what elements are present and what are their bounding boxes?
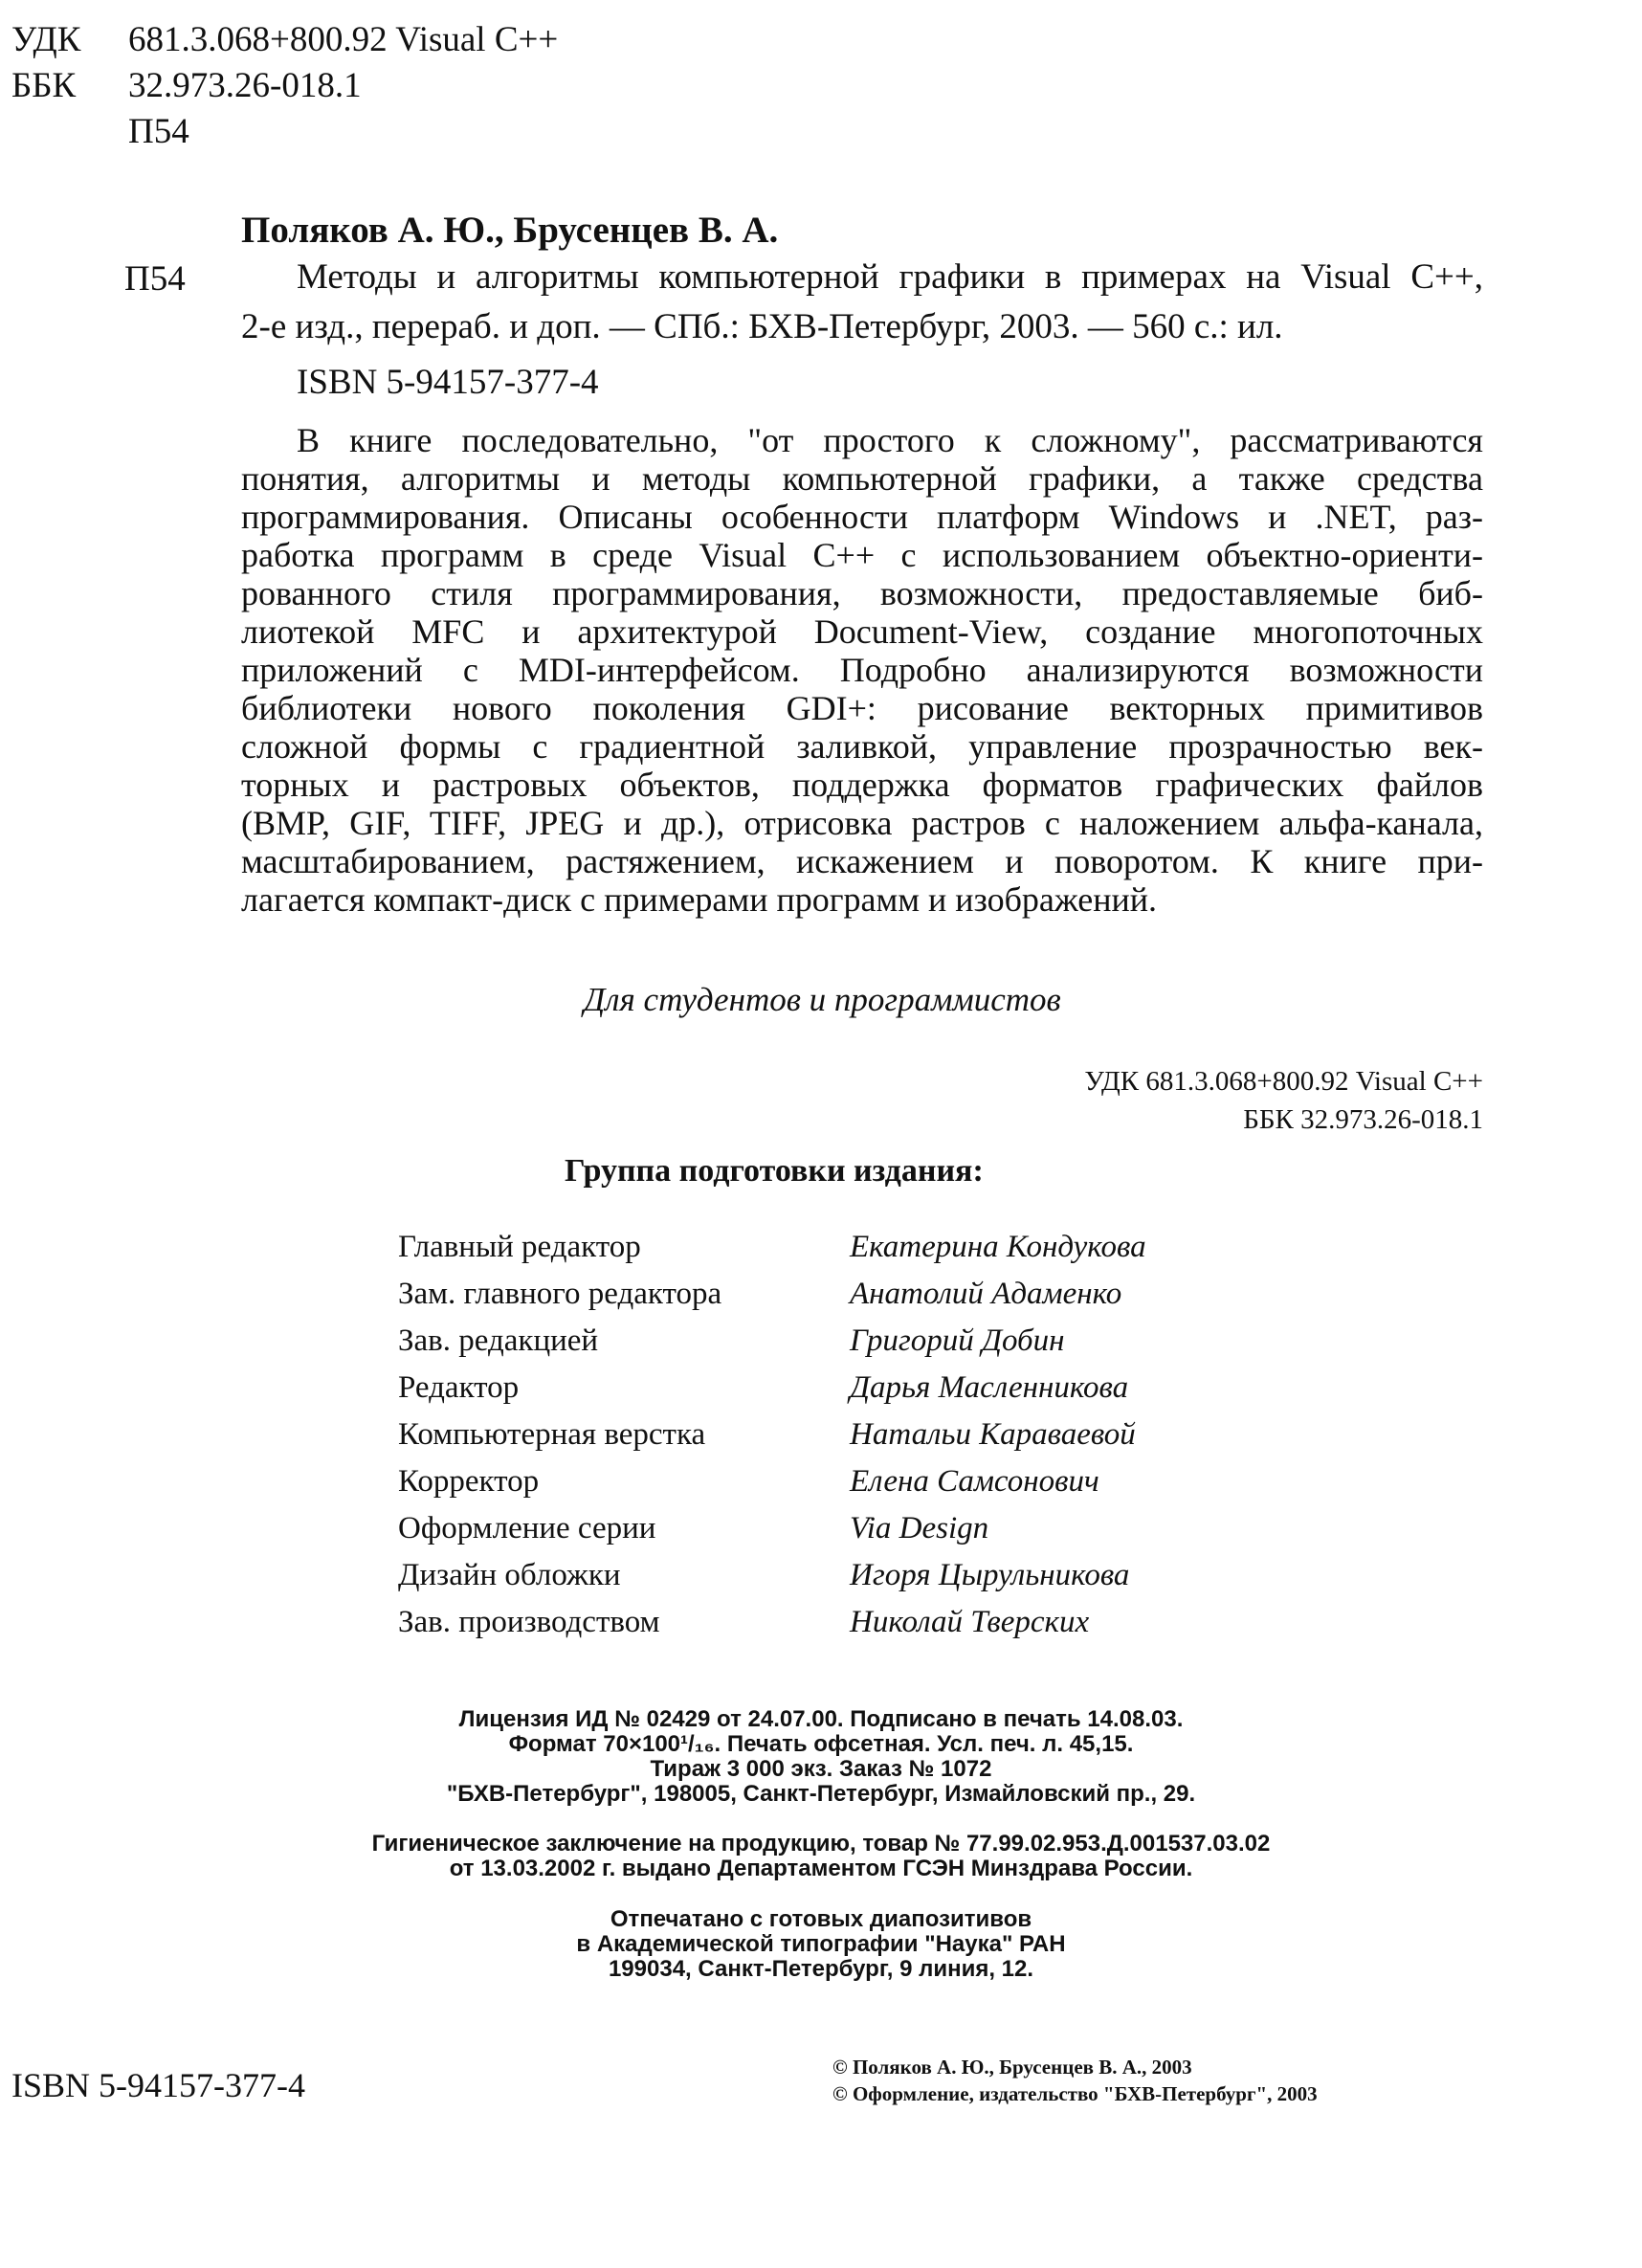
udk-bottom: УДК 681.3.068+800.92 Visual C++ — [1084, 1066, 1483, 1097]
copyright-design: © Оформление, издательство "БХВ-Петербург", 2003 — [832, 2082, 1318, 2105]
staff-row — [398, 1605, 1146, 1652]
author-mark-top: П54 — [128, 112, 189, 151]
imprint-line: от 13.03.2002 г. выдано Департаментом ГСЭН Минздрава России. — [449, 1856, 1193, 1881]
staff-name: Анатолий Адаменко — [850, 1277, 1122, 1311]
staff-role: Компьютерная верстка — [398, 1417, 706, 1452]
author-mark: П54 — [124, 259, 186, 299]
udk-label: УДК — [11, 20, 81, 59]
bbk-label: ББК — [11, 66, 77, 105]
copyright — [832, 2054, 1318, 2107]
abstract-line: (BMP, GIF, TIFF, JPEG и др.), отрисовка растров с наложением альфа-канала, — [241, 804, 1483, 842]
staff-row — [398, 1323, 1146, 1370]
staff-role: Оформление серии — [398, 1511, 656, 1545]
imprint-line: Лицензия ИД № 02429 от 24.07.00. Подписано в печать 14.08.03. — [458, 1706, 1184, 1732]
isbn-main: ISBN 5-94157-377-4 — [297, 363, 599, 402]
imprint-line: Тираж 3 000 экз. Заказ № 1072 — [650, 1756, 992, 1782]
udk-line — [11, 21, 558, 59]
staff-row — [398, 1558, 1146, 1605]
imprint-license — [0, 1707, 1642, 1807]
staff-role: Редактор — [398, 1370, 520, 1405]
staff-role: Корректор — [398, 1464, 540, 1499]
udk-value: 681.3.068+800.92 Visual C++ — [128, 20, 559, 59]
imprint-line: Формат 70×100¹/₁₆. Печать офсетная. Усл. печ. л. 45,15. — [508, 1731, 1134, 1757]
staff-list — [398, 1230, 1146, 1652]
copyright-authors: © Поляков А. Ю., Брусенцев В. А., 2003 — [832, 2056, 1192, 2079]
imprint-line: в Академической типографии "Наука" РАН — [576, 1931, 1066, 1957]
abstract-line: программирования. Описаны особенности платформ Windows и .NET, раз- — [241, 498, 1483, 536]
staff-name: Дарья Масленникова — [850, 1370, 1129, 1405]
abstract-line: сложной формы с градиентной заливкой, управление прозрачностью век- — [241, 727, 1483, 766]
isbn-footer: ISBN 5-94157-377-4 — [11, 2066, 305, 2104]
staff-name: Via Design — [850, 1511, 989, 1545]
imprint-hygiene — [0, 1832, 1642, 1881]
staff-name: Екатерина Кондукова — [850, 1230, 1146, 1264]
staff-row — [398, 1464, 1146, 1511]
abstract-line: рованного стиля программирования, возможности, предоставляемые биб- — [241, 574, 1483, 612]
staff-title: Группа подготовки издания: — [565, 1153, 984, 1189]
abstract-line: масштабированием, растяжением, искажением и поворотом. К книге при- — [241, 842, 1483, 880]
bbk-bottom: ББК 32.973.26-018.1 — [1243, 1104, 1483, 1135]
staff-role: Зав. редакцией — [398, 1323, 599, 1358]
staff-name: Елена Самсонович — [850, 1464, 1099, 1499]
bbk-line — [11, 67, 362, 105]
staff-row — [398, 1370, 1146, 1417]
staff-row — [398, 1277, 1146, 1323]
abstract-line: понятия, алгоритмы и методы компьютерной графики, а также средства — [241, 459, 1483, 498]
audience: Для студентов и программистов — [584, 981, 1061, 1018]
abstract-line: В книге последовательно, "от простого к сложному", рассматриваются — [297, 421, 1483, 459]
book-title-line1: Методы и алгоритмы компьютерной графики в примерах на Visual C++, — [297, 257, 1483, 297]
staff-name: Натальи Караваевой — [850, 1417, 1136, 1452]
abstract-line: библиотеки нового поколения GDI+: рисование векторных примитивов — [241, 689, 1483, 727]
imprint-printed — [0, 1907, 1642, 1982]
staff-role: Главный редактор — [398, 1230, 641, 1264]
abstract-line: работка программ в среде Visual C++ с использованием объектно-ориенти- — [241, 536, 1483, 574]
imprint-line: 199034, Санкт-Петербург, 9 линия, 12. — [608, 1956, 1034, 1982]
staff-name: Николай Тверских — [850, 1605, 1090, 1639]
abstract-line: приложений с MDI-интерфейсом. Подробно анализируются возможности — [241, 651, 1483, 689]
authors: Поляков А. Ю., Брусенцев В. А. — [241, 210, 779, 251]
staff-role: Зав. производством — [398, 1605, 660, 1639]
imprint-line: "БХВ-Петербург", 198005, Санкт-Петербург, Измайловский пр., 29. — [446, 1781, 1196, 1807]
staff-row — [398, 1511, 1146, 1558]
staff-row — [398, 1417, 1146, 1464]
abstract-line: торных и растровых объектов, поддержка форматов графических файлов — [241, 766, 1483, 804]
abstract-line: лагается компакт-диск с примерами программ и изображений. — [241, 880, 1158, 919]
staff-row — [398, 1230, 1146, 1277]
imprint-line: Отпечатано с готовых диапозитивов — [610, 1906, 1032, 1932]
abstract — [241, 421, 1483, 919]
bbk-value: 32.973.26-018.1 — [128, 66, 362, 105]
book-title-line2: 2-е изд., перераб. и доп. — СПб.: БХВ-Петербург, 2003. — 560 с.: ил. — [241, 307, 1283, 346]
staff-name: Игоря Цырульникова — [850, 1558, 1130, 1592]
staff-role: Дизайн обложки — [398, 1558, 621, 1592]
classification-bottom — [1084, 1062, 1483, 1139]
staff-role: Зам. главного редактора — [398, 1277, 722, 1311]
staff-name: Григорий Добин — [850, 1323, 1065, 1358]
imprint-line: Гигиеническое заключение на продукцию, товар № 77.99.02.953.Д.001537.03.02 — [371, 1831, 1271, 1857]
abstract-line: лиотекой MFC и архитектурой Document-View, создание многопоточных — [241, 612, 1483, 651]
